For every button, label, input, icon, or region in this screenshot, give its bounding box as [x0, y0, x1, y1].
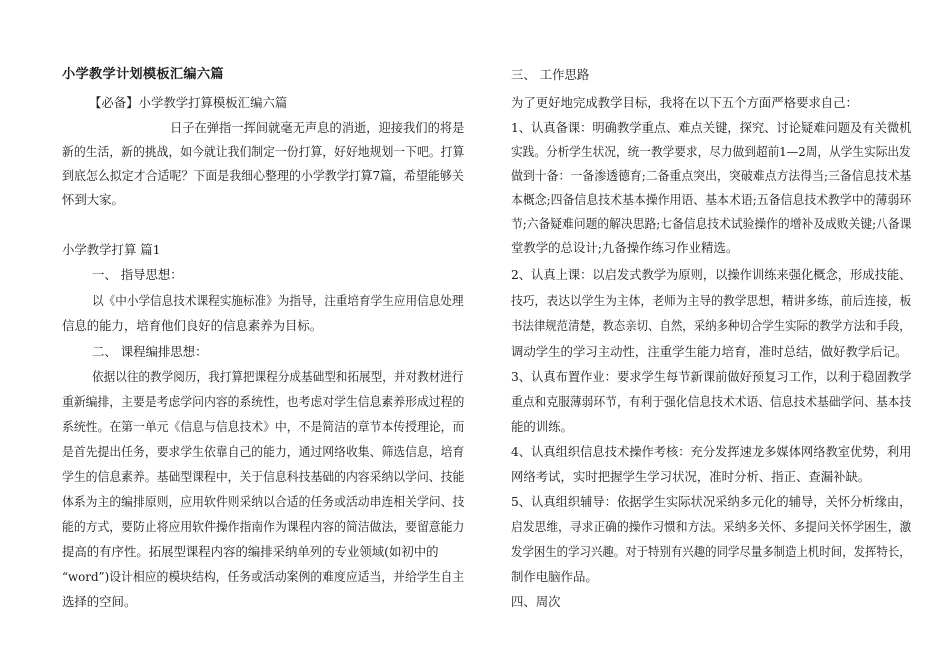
paragraph-line: 能的方式，要防止将应用软件操作指南作为课程内容的简洁做法，要留意能力 — [62, 519, 465, 534]
paragraph-line: 堂教学的总设计;九备操作练习作业精选。 — [511, 240, 739, 255]
paragraph-line: 5、认真组织辅导：依据学生实际状况采纳多元化的辅导，关怀分析缘由， — [511, 494, 912, 509]
paragraph-line: 系统性。在第一单元《信息与信息技术》中，不是简洁的章节本传授理论，而 — [62, 419, 465, 434]
section-heading: 小学教学打算 篇1 — [62, 242, 161, 257]
paragraph-line: 2、认真上课：以启发式教学为原则，以操作训练来强化概念，形成技能、 — [511, 267, 912, 282]
paragraph-line: 能的训练。 — [511, 419, 573, 434]
subtitle: 【必备】小学教学打算模板汇编六篇 — [89, 95, 288, 110]
section-heading: 一、 指导思想： — [92, 267, 183, 282]
paragraph-line: 重新编排，主要是考虑学问内容的系统性，也考虑对学生信息素养形成过程的 — [62, 394, 465, 409]
paragraph-line: “word”)设计相应的模块结构，任务或活动案例的难度应适当，并给学生自主 — [62, 569, 465, 584]
paragraph-line: 网络考试，实时把握学生学习状况，准时分析、指正、查漏补缺。 — [511, 469, 871, 484]
paragraph-line: 依据以往的教学阅历，我打算把课程分成基础型和拓展型，并对教材进行 — [92, 369, 464, 384]
paragraph-line: 启发思维，寻求正确的操作习惯和方法。采纳多关怀、多提问关怀学困生，激 — [511, 519, 912, 534]
paragraph-line: 调动学生的学习主动性，注重学生能力培育，准时总结，做好教学后记。 — [511, 344, 908, 359]
paragraph-line: 重点和克服薄弱环节，有利于强化信息技术术语、信息技术基础学问、基本技 — [511, 394, 912, 409]
paragraph-line: 体系为主的编排原则，应用软件则采纳以合适的任务或活动串连相关学问、技 — [62, 494, 465, 509]
paragraph-line: 本概念;四备信息技术基本操作用语、基本术语;五备信息技术教学中的薄弱环 — [511, 192, 912, 207]
paragraph-line: 技巧，表达以学生为主体，老师为主导的教学思想，精讲多练，前后连接，板 — [511, 293, 912, 308]
paragraph-line: 4、认真组织信息技术操作考核：充分发挥速龙多媒体网络教室优势，利用 — [511, 444, 912, 459]
document-title: 小学教学计划模板汇编六篇 — [62, 67, 224, 82]
paragraph-line: 为了更好地完成教学目标，我将在以下五个方面严格要求自己： — [511, 95, 858, 110]
paragraph-line: 做到十备：一备渗透德育;二备重点突出，突破难点方法得当;三备信息技术基 — [511, 168, 912, 183]
paragraph-line: 以《中小学信息技术课程实施标准》为指导，注重培育学生应用信息处理 — [92, 293, 464, 308]
paragraph-line: 实践。分析学生状况，统一教学要求，尽力做到超前1—2周，从学生实际出发 — [511, 144, 911, 159]
paragraph-line: 到底怎么拟定才合适呢？下面是我细心整理的小学教学打算7篇，希望能够关 — [62, 168, 464, 183]
paragraph-line: 学生的信息素养。基础型课程中，关于信息科技基础的内容采纳以学问、技能 — [62, 469, 465, 484]
paragraph-line: 书法律规范清楚，教态亲切、自然，采纳多种切合学生实际的教学方法和手段， — [511, 318, 911, 333]
paragraph-line: 怀到大家。 — [62, 192, 124, 207]
paragraph-line: 信息的能力，培育他们良好的信息素养为目标。 — [62, 318, 323, 333]
paragraph-line: 1、认真备课：明确教学重点、难点关键，探究、讨论疑难问题及有关微机 — [511, 120, 912, 135]
paragraph-line: 提高的有序性。拓展型课程内容的编排采纳单列的专业领域(如初中的 — [62, 544, 439, 559]
section-heading: 四、周次 — [511, 594, 561, 609]
section-heading: 三、 工作思路 — [511, 67, 590, 82]
paragraph-line: 选择的空间。 — [62, 594, 137, 609]
paragraph-line: 发学困生的学习兴趣。对于特别有兴趣的同学尽量多制造上机时间，发挥特长， — [511, 544, 911, 559]
paragraph-line: 节;六备疑难问题的解决思路;七备信息技术试验操作的增补及成败关键;八备课 — [511, 216, 912, 231]
section-heading: 二、 课程编排思想： — [92, 344, 208, 359]
paragraph-line: 是首先提出任务，要求学生依靠自己的能力，通过网络收集、筛选信息，培育 — [62, 444, 465, 459]
paragraph-line: 新的生活，新的挑战，如今就让我们制定一份打算，好好地规划一下吧。打算 — [62, 144, 465, 159]
paragraph-line: 3、认真布置作业：要求学生每节新课前做好预复习工作，以利于稳固教学 — [511, 369, 912, 384]
paragraph-line: 制作电脑作品。 — [511, 569, 598, 584]
paragraph-line: 日子在弹指一挥间就毫无声息的消逝，迎接我们的将是 — [170, 120, 465, 135]
